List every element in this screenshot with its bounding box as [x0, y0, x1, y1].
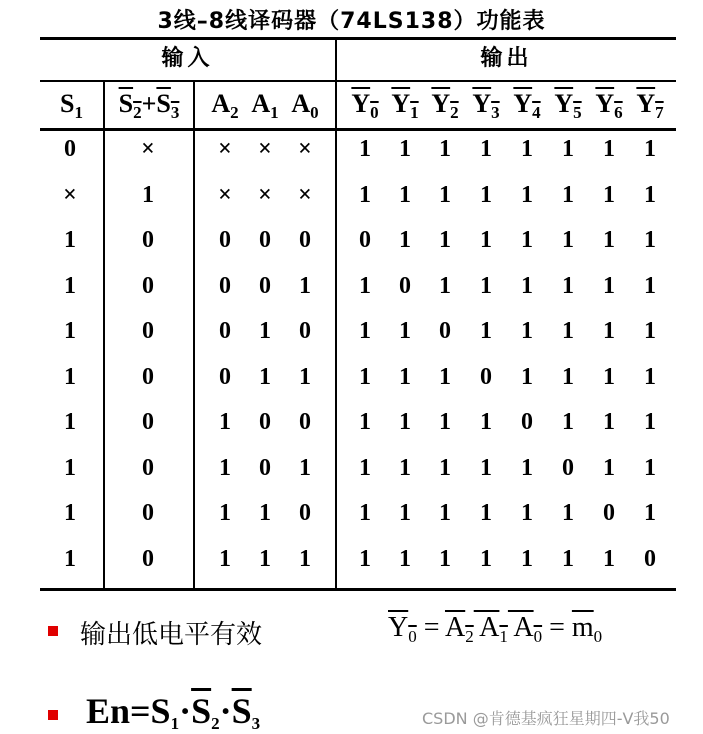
table-cell: 1 [644, 500, 656, 526]
table-cell: 0 [142, 227, 154, 253]
table-cell: 1 [521, 363, 533, 390]
table-cell: 1 [64, 318, 76, 344]
table-cell: 1 [399, 545, 411, 572]
table-cell: 1 [562, 272, 574, 299]
table-cell: 1 [64, 363, 76, 390]
table-cell: 1 [439, 454, 451, 481]
table-cell: 0 [142, 454, 154, 481]
table-cell: 1 [644, 272, 656, 299]
table-cell: 1 [359, 454, 371, 481]
col-header-s1: $S_1$ [60, 89, 83, 122]
table-cell: 1 [219, 500, 231, 526]
table-cell: 1 [603, 363, 615, 390]
table-cell: 0 [142, 500, 154, 526]
table-cell: 1 [399, 409, 411, 435]
group-header-input: 输入 [161, 46, 214, 71]
table-cell: 1 [359, 545, 371, 572]
table-cell: 0 [259, 227, 271, 253]
table-cell: 1 [521, 272, 533, 299]
table-cell: 1 [219, 454, 231, 481]
table-cell: 1 [359, 409, 371, 435]
table-cell: 1 [480, 272, 492, 299]
truth-table [40, 37, 676, 591]
table-cell: 0 [603, 500, 615, 526]
table-cell: 1 [439, 363, 451, 390]
table-cell: 1 [64, 227, 76, 253]
table-cell: 1 [480, 409, 492, 435]
table-cell: 0 [142, 363, 154, 390]
col-divider-s1 [103, 80, 105, 590]
col-header-y1: $Y_1$ [391, 89, 419, 122]
table-cell: 0 [521, 409, 533, 435]
table-cell: 1 [603, 181, 615, 208]
table-cell: 1 [603, 454, 615, 481]
col-header-y4: $Y_4$ [513, 89, 541, 122]
table-cell: 1 [439, 409, 451, 435]
table-cell: 0 [142, 545, 154, 572]
table-cell: 1 [562, 318, 574, 344]
table-cell: × [63, 181, 77, 208]
table-cell: 1 [64, 272, 76, 299]
col-header-a0: $A_0$ [291, 89, 319, 122]
table-cell: 1 [521, 181, 533, 208]
col-header-a1: $A_1$ [251, 89, 279, 122]
table-cell: 0 [299, 318, 311, 344]
table-cell: 1 [439, 272, 451, 299]
table-cell: 1 [399, 136, 411, 162]
table-cell: 1 [521, 227, 533, 253]
table-cell: 1 [299, 545, 311, 572]
watermark-text: CSDN @肯德基疯狂星期四-V我50 [422, 709, 670, 728]
table-cell: 1 [644, 227, 656, 253]
table-cell: × [141, 136, 155, 162]
table-cell: 0 [399, 272, 411, 299]
table-cell: 1 [562, 500, 574, 526]
table-cell: × [298, 136, 312, 162]
table-cell: 1 [480, 136, 492, 162]
table-cell: 1 [562, 227, 574, 253]
table-cell: 1 [644, 181, 656, 208]
table-cell: 1 [64, 500, 76, 526]
table-cell: 0 [299, 409, 311, 435]
table-cell: 1 [259, 318, 271, 344]
table-cell: 1 [439, 136, 451, 162]
table-cell: 1 [359, 318, 371, 344]
table-cell: 0 [299, 500, 311, 526]
table-cell: 1 [644, 409, 656, 435]
col-header-s2-plus-s3: $S_2+S_3$ [118, 89, 180, 122]
table-cell: 0 [64, 136, 76, 162]
col-header-y5: $Y_5$ [554, 89, 582, 122]
table-cell: 1 [562, 409, 574, 435]
table-cell: 1 [359, 181, 371, 208]
table-cell: 1 [603, 227, 615, 253]
table-cell: 1 [644, 454, 656, 481]
col-header-a2: $A_2$ [211, 89, 239, 122]
col-header-y2: $Y_2$ [431, 89, 459, 122]
table-cell: 1 [603, 318, 615, 344]
table-cell: 1 [439, 181, 451, 208]
table-cell: 1 [64, 409, 76, 435]
table-cell: 0 [299, 227, 311, 253]
table-cell: 1 [64, 454, 76, 481]
table-cell: 1 [521, 500, 533, 526]
table-cell: 1 [299, 272, 311, 299]
table-bottom-border [40, 588, 676, 591]
formula-enable: $En=S_1\cdot\overline{S}_2\cdot\overline{S}_3$ [86, 691, 261, 733]
input-output-divider [335, 37, 337, 590]
table-title: 3线–8线译码器（74LS138）功能表 [157, 9, 546, 34]
col-header-y7: $Y_7$ [636, 89, 664, 122]
table-cell: 0 [219, 227, 231, 253]
table-cell: 1 [439, 545, 451, 572]
table-cell: 1 [299, 454, 311, 481]
table-cell: 1 [480, 545, 492, 572]
table-cell: 0 [562, 454, 574, 481]
table-cell: 1 [399, 181, 411, 208]
col-divider-s23 [193, 80, 195, 590]
table-cell: 1 [603, 136, 615, 162]
table-cell: 1 [562, 136, 574, 162]
table-cell: 0 [219, 272, 231, 299]
group-header-output: 输出 [480, 46, 533, 71]
table-cell: 1 [399, 454, 411, 481]
note-active-low: 输出低电平有效 [80, 620, 263, 650]
table-cell: 1 [259, 545, 271, 572]
bullet-icon [48, 710, 58, 720]
bullet-icon [48, 626, 58, 636]
table-cell: 1 [562, 181, 574, 208]
table-cell: 0 [480, 363, 492, 390]
table-cell: 1 [644, 363, 656, 390]
table-cell: 1 [359, 272, 371, 299]
col-header-y0: $Y_0$ [351, 89, 379, 122]
table-cell: 1 [399, 500, 411, 526]
table-cell: 1 [521, 454, 533, 481]
table-cell: 0 [142, 272, 154, 299]
table-cell: 1 [480, 181, 492, 208]
table-cell: 1 [603, 409, 615, 435]
table-cell: 0 [219, 363, 231, 390]
table-cell: 1 [439, 227, 451, 253]
table-cell: × [218, 136, 232, 162]
table-cell: 1 [521, 318, 533, 344]
table-cell: 1 [521, 136, 533, 162]
table-cell: 1 [359, 500, 371, 526]
formula-y0: $Y_0 = A_2$ $A_1$ $A_0 = \overline{m}_0$ [388, 612, 603, 646]
table-cell: 1 [603, 545, 615, 572]
table-cell: 1 [359, 363, 371, 390]
table-cell: × [258, 136, 272, 162]
table-cell: 1 [644, 136, 656, 162]
table-cell: 1 [219, 545, 231, 572]
table-cell: 0 [259, 272, 271, 299]
table-cell: 1 [259, 500, 271, 526]
table-cell: × [218, 181, 232, 208]
table-cell: 1 [259, 363, 271, 390]
table-cell: 0 [359, 227, 371, 253]
table-cell: 0 [439, 318, 451, 344]
table-cell: 0 [142, 409, 154, 435]
table-cell: 0 [259, 454, 271, 481]
header-divider [40, 128, 676, 131]
col-header-y3: $Y_3$ [472, 89, 500, 122]
table-cell: 0 [219, 318, 231, 344]
table-cell: 1 [399, 318, 411, 344]
table-cell: 1 [480, 454, 492, 481]
table-cell: 1 [439, 500, 451, 526]
table-cell: 0 [644, 545, 656, 572]
table-cell: 1 [480, 227, 492, 253]
table-cell: × [258, 181, 272, 208]
table-cell: 1 [64, 545, 76, 572]
table-cell: 1 [299, 363, 311, 390]
table-cell: 1 [521, 545, 533, 572]
table-cell: 1 [399, 227, 411, 253]
table-cell: 1 [480, 500, 492, 526]
table-cell: 1 [603, 272, 615, 299]
table-cell: 1 [562, 545, 574, 572]
table-cell: 1 [399, 363, 411, 390]
col-header-y6: $Y_6$ [595, 89, 623, 122]
table-cell: 1 [359, 136, 371, 162]
table-cell: 1 [562, 363, 574, 390]
table-cell: 0 [142, 318, 154, 344]
table-cell: 1 [142, 181, 154, 208]
table-cell: 1 [644, 318, 656, 344]
table-cell: 1 [480, 318, 492, 344]
table-cell: 1 [219, 409, 231, 435]
table-cell: 0 [259, 409, 271, 435]
table-cell: × [298, 181, 312, 208]
